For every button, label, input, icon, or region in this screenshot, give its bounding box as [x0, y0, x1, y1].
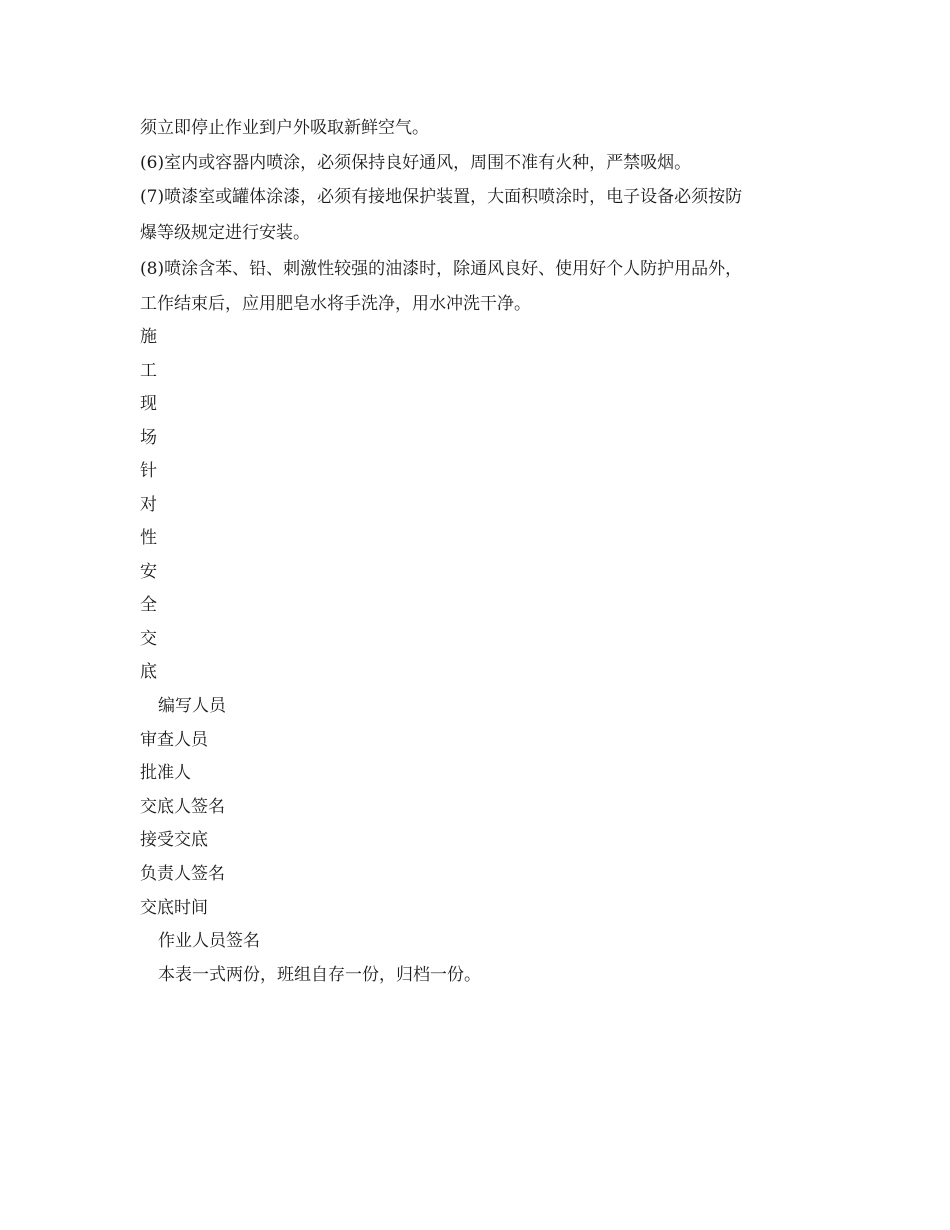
form-note: 本表一式两份，班组自存一份，归档一份。: [158, 965, 481, 985]
title-char-3: 现: [140, 394, 157, 414]
body-line-3: (7)喷漆室或罐体涂漆，必须有接地保护装置，大面积喷涂时，电子设备必须按防: [140, 187, 743, 207]
field-worker-signature: 作业人员签名: [158, 931, 260, 951]
field-receive-briefing: 接受交底: [140, 830, 208, 850]
body-line-2: (6)室内或容器内喷涂，必须保持良好通风，周围不准有火种，严禁吸烟。: [140, 153, 692, 173]
title-char-4: 场: [140, 428, 157, 448]
title-char-2: 工: [140, 361, 157, 381]
field-reviewer: 审查人员: [140, 730, 208, 750]
title-char-11: 底: [140, 662, 157, 682]
field-responsible-signature: 负责人签名: [140, 864, 225, 884]
title-char-1: 施: [140, 327, 157, 347]
title-char-10: 交: [140, 629, 157, 649]
body-line-6: 工作结束后，应用肥皂水将手洗净，用水冲洗干净。: [140, 294, 531, 314]
field-writer: 编写人员: [158, 696, 226, 716]
title-char-5: 针: [140, 461, 157, 481]
field-approver: 批准人: [140, 763, 191, 783]
title-char-6: 对: [140, 495, 157, 515]
body-line-4: 爆等级规定进行安装。: [140, 223, 310, 243]
title-char-8: 安: [140, 562, 157, 582]
title-char-9: 全: [140, 595, 157, 615]
body-line-1: 须立即停止作业到户外吸取新鲜空气。: [140, 118, 429, 138]
field-briefing-time: 交底时间: [140, 898, 208, 918]
field-briefer-signature: 交底人签名: [140, 797, 225, 817]
title-char-7: 性: [140, 528, 157, 548]
body-line-5: (8)喷涂含苯、铅、刺激性较强的油漆时，除通风良好、使用好个人防护用品外，: [140, 259, 743, 279]
